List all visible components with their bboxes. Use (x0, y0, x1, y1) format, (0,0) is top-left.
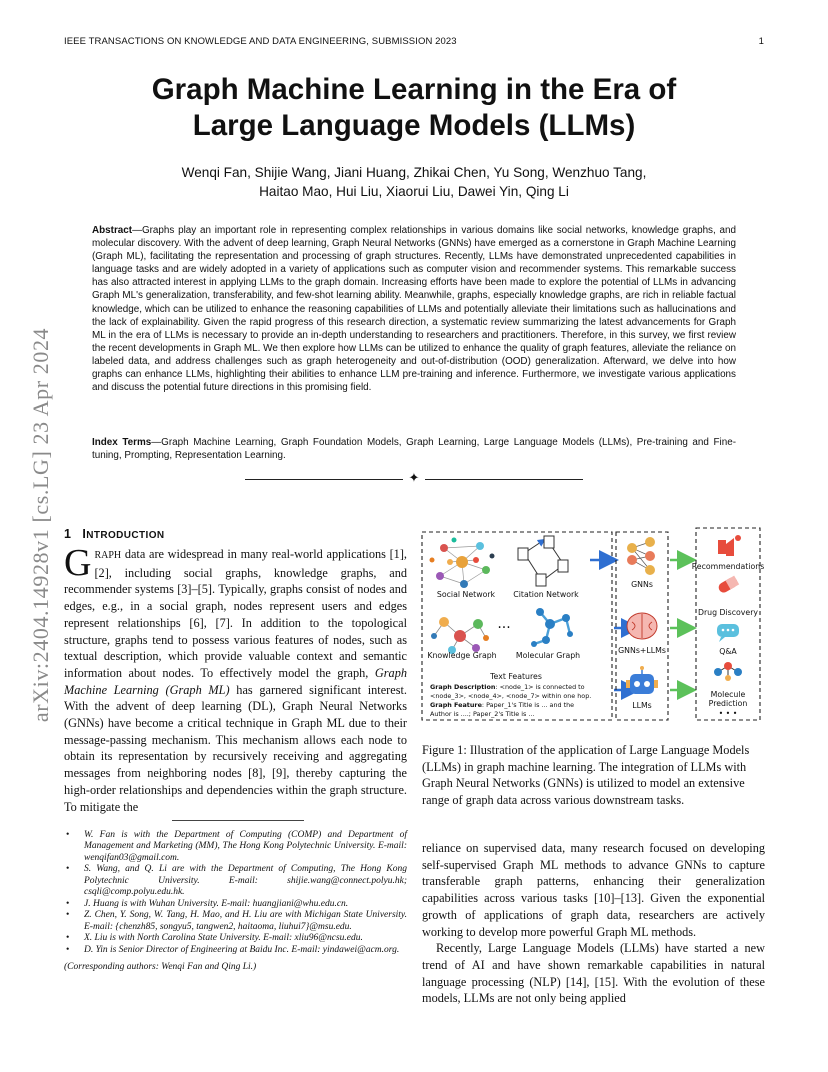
journal-name: IEEE TRANSACTIONS ON KNOWLEDGE AND DATA ENGINEERING, SUBMISSION 2023 (64, 36, 457, 47)
abstract-label: Abstract (92, 225, 133, 236)
drug-icon (717, 576, 739, 595)
section-heading (64, 527, 165, 541)
corresponding-authors: (Corresponding authors: Wenqi Fan and Qing Li.) (64, 962, 257, 973)
section-first-letter: I (82, 527, 87, 541)
author-list (110, 164, 718, 201)
footnote-item: • W. Fan is with the Department of Computing (COMP) and Department of Management and Marketing (MM), The Hong Kong Polytechnic University. E-mail: wenqifan03@gmail.com. (64, 830, 407, 864)
footnote-item: • D. Yin is Senior Director of Engineering at Baidu Inc. E-mail: yindawei@acm.org. (64, 945, 407, 956)
graph-ellipsis: ... (497, 616, 511, 632)
citation-network-label: Citation Network (513, 590, 579, 599)
molecular-graph-icon (531, 608, 573, 647)
graph-feature-line (430, 701, 574, 709)
intro-text-b: has garnered significant interest. With the advent of deep learning (DL), Graph Neural Networks (GNNs) have become a critical technique in Graph ML due to their message-passing mechanism. This mechanism allows each node to obtain its representation by recursively receiving and aggregating messages from neighboring nodes [8], [9], thereby capturing the high-order relationships and dependencies within the graph structure. To mitigate the (64, 682, 407, 814)
graph-feature-text: : Paper_1's Title is ... and the (481, 701, 575, 709)
qa-label: Q&A (719, 647, 737, 656)
authors-line-1: Wenqi Fan, Shijie Wang, Jiani Huang, Zhikai Chen, Yu Song, Wenzhuo Tang, (181, 165, 647, 180)
right-paragraph-2: Recently, Large Language Models (LLMs) have started a new trend of AI and have shown remarkable capabilities in natural language processing (NLP) [14], [15]. With the evolution of these models, LLMs are not only being applied (422, 941, 765, 1006)
gnns-label: GNNs (631, 580, 653, 589)
chat-icon (717, 624, 739, 642)
robot-icon (626, 666, 658, 694)
running-header (64, 36, 764, 50)
footnotes (64, 830, 407, 974)
intro-smallcaps: RAPH (94, 550, 122, 561)
figure-1 (420, 526, 764, 741)
social-network-icon (430, 538, 495, 589)
knowledge-graph-label: Knowledge Graph (427, 651, 497, 660)
paper-title: Graph Machine Learning in the Era of Large Language Models (LLMs) (151, 73, 677, 142)
divider-star-icon: ✦ (408, 470, 420, 485)
footnote-rule (172, 820, 304, 821)
arxiv-identifier: arXiv:2404.14928v1 [cs.LG] 23 Apr 2024 (28, 327, 53, 723)
index-terms-text: —Graph Machine Learning, Graph Foundation Models, Graph Learning, Large Language Models (LLMs), Pre-training and Fine-tuning, Prompting, Representation Learning. (92, 437, 736, 462)
gnns-llms-label: GNNs+LLMs (618, 646, 666, 655)
citation-network-icon (518, 536, 568, 586)
arxiv-stamp (24, 290, 58, 760)
section-divider (245, 472, 583, 486)
drug-discovery-label: Drug Discovery (697, 608, 759, 617)
intro-paragraph (64, 542, 407, 815)
text-features-label: Text Features (490, 672, 542, 681)
brain-icon (627, 613, 657, 639)
authors-line-2: Haitao Mao, Hui Liu, Xiaorui Liu, Dawei Yin, Qing Li (259, 183, 569, 199)
footnote-item: • X. Liu is with North Carolina State University. E-mail: xliu96@ncsu.edu. (64, 933, 407, 944)
recommendation-icon (718, 535, 741, 556)
molecule-icon (714, 662, 742, 681)
figure-caption: Figure 1: Illustration of the application of Large Language Models (LLMs) in graph machine learning. The integration of LLMs with Graph Neural Networks (GNNs) is utilized to model an extensive range of graph data across various downstream tasks. (422, 743, 750, 807)
footnote-item: • S. Wang, and Q. Li are with the Department of Computing, The Hong Kong Polytechnic University. E-mail: shijie.wang@connect.polyu.hk; csqli@comp.polyu.edu.hk. (64, 864, 407, 898)
graph-feature-line-2: Author is ....; Paper_2's Title is ... (430, 710, 535, 718)
right-column (422, 840, 765, 1007)
page-number: 1 (758, 36, 764, 47)
right-paragraph-1: reliance on supervised data, many research focused on developing self-supervised Graph ML methods to advance GNNs to capture transferable graph patterns, enhancing their generalization capabilities across various tasks [10]–[13]. Given the exponential growth of applications of graph data, researchers are actively working to develop more powerful Graph ML methods. (422, 841, 765, 939)
graph-description-text: : <node_1> is connected to (495, 683, 585, 691)
divider-line-left (245, 479, 403, 480)
intro-text-a: data are widespread in many real-world applications [1], [2], including social graphs, knowledge graphs, and recommender systems [3]–[5]. Typically, graphs consist of nodes and edges, e.g., in a social graph, nodes represent users and edges represent relationships [6], [7]. In addition to the topological structure, graphs tend to possess various features of nodes, such as textual description, which provide valuable context and semantic information about nodes. To effectively model the graph, (64, 547, 407, 680)
llms-label: LLMs (632, 701, 652, 710)
recommendations-label: Recommendations (691, 562, 764, 571)
figure-diagram (420, 526, 764, 741)
knowledge-graph-icon (431, 617, 489, 654)
graph-description-line-2: <node_3>, <node_4>, <node_7> within one hop. (430, 692, 592, 700)
dropcap: G (64, 542, 92, 584)
molecular-graph-label: Molecular Graph (515, 651, 581, 660)
graph-feature-label: Graph Feature (430, 701, 482, 709)
footnote-item: • J. Huang is with Wuhan University. E-mail: huangjiani@whu.edu.cn. (64, 899, 407, 910)
index-terms-label: Index Terms (92, 437, 152, 448)
gnn-icon (627, 537, 655, 575)
intro-italic-term: Graph Machine Learning (Graph ML) (64, 665, 407, 697)
graph-description-line (430, 683, 585, 691)
section-number: 1 (64, 527, 72, 541)
prediction-label: Prediction (708, 699, 748, 708)
index-terms (92, 436, 736, 462)
divider-line-right (425, 479, 583, 480)
footnote-item: • Z. Chen, Y. Song, W. Tang, H. Mao, and H. Liu are with Michigan State University. E-mail: {chenzh85, songyu5, tangwen2, haitaoma, liuhui7}@msu.edu. (64, 910, 407, 933)
abstract-text: —Graphs play an important role in representing complex relationships in various domains like social networks, knowledge graphs, and molecular discovery. With the advent of deep learning, Graph Neural Networks (GNNs) have emerged as a cornerstone in Graph Machine Learning (Graph ML), facilitating the representation and processing of graph structures. Recently, LLMs have demonstrated unprecedented capabilities in language tasks and are widely adopted in a variety of applications such as computer vision and recommender systems. This remarkable success has also attracted interest in applying LLMs to the graph domain. Increasing efforts have been made to explore the potential of LLMs in advancing Graph ML's generalization, transferability, and few-shot learning ability. Meanwhile, graphs, especially knowledge graphs, are rich in reliable factual knowledge, which can be utilized to enhance the reasoning capabilities of LLMs and potentially alleviate their limitations such as hallucinations and the lack of explainability. Given the rapid progress of this research direction, a systematic review summarizing the latest advancements for Graph ML in the era of LLMs is necessary to provide an in-depth understanding to researchers and practitioners. Therefore, in this survey, we first review the recent developments in Graph ML. We then explore how LLMs can be utilized to enhance the quality of graph features, alleviate the reliance on labeled data, and address challenges such as graph heterogeneity and out-of-distribution (OOD) generalization. Afterward, we delve into how graphs can enhance LLMs, highlighting their abilities to enhance LLM pre-training and inference. Furthermore, we investigate various applications and discuss the potential future directions in this promising field. (92, 225, 736, 394)
graph-description-label: Graph Description (430, 683, 496, 691)
abstract (92, 224, 736, 394)
section-title-rest: NTRODUCTION (86, 530, 165, 541)
social-network-label: Social Network (436, 590, 496, 599)
apps-ellipsis: • • • (718, 709, 738, 718)
molecule-label: Molecule (710, 690, 746, 699)
